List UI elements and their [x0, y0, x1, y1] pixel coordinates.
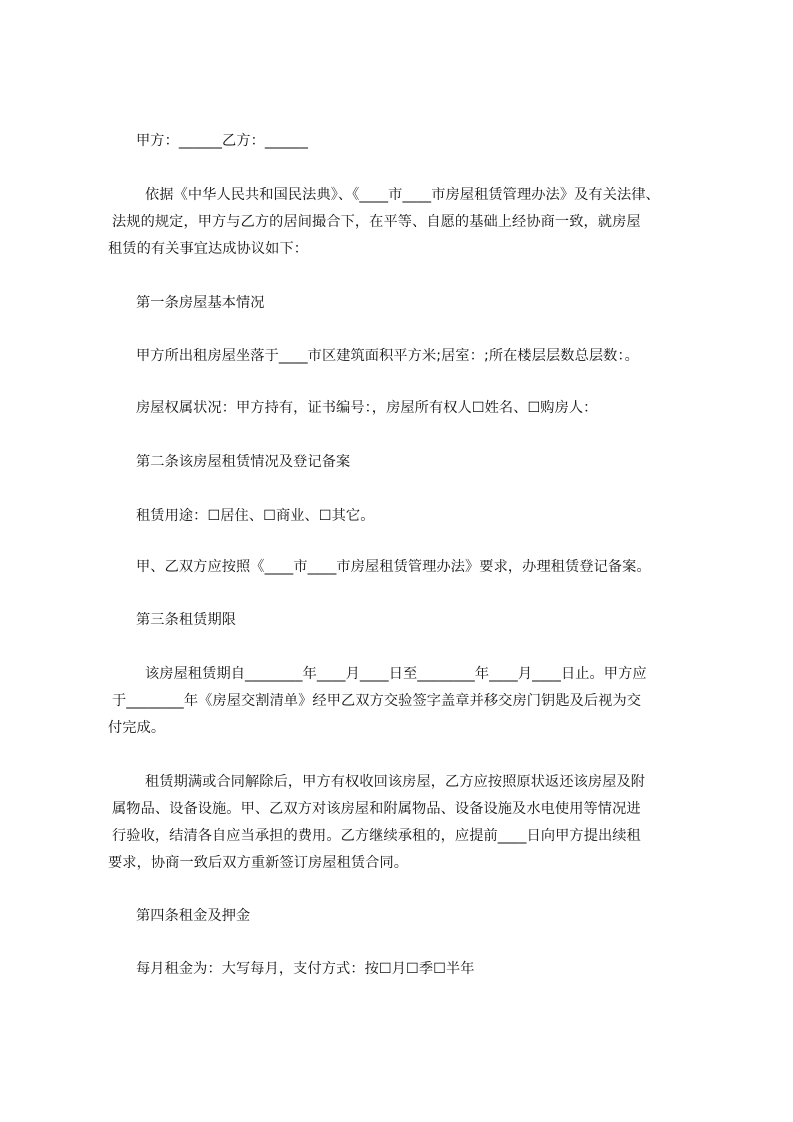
article3-term-line-3: 付完成。: [108, 720, 166, 736]
parties-line: 甲方：______乙方：______: [136, 133, 309, 149]
preamble-line-2: 法规的规定，甲方与乙方的居间撮合下，在平等、自愿的基础上经协商一致，就房屋: [112, 214, 641, 230]
article3-expiry-line-3: 行验收，结清各自应当承担的费用。乙方继续承租的，应提前____日向甲方提出续租: [112, 828, 641, 844]
article3-expiry-line-1: 租赁期满或合同解除后，甲方有权收回该房屋，乙方应按照原状返还该房屋及附: [145, 774, 646, 790]
article2-title: 第二条该房屋租赁情况及登记备案: [136, 454, 351, 470]
article3-title: 第三条租赁期限: [136, 612, 237, 628]
article4-title: 第四条租金及押金: [136, 908, 251, 924]
article1-location: 甲方所出租房屋坐落于____市区建筑面积平方米;居室：;所在楼层层数总层数：。: [136, 348, 639, 364]
article1-ownership: 房屋权属状况：甲方持有，证书编号：，房屋所有权人☐姓名、☐购房人：: [136, 400, 598, 416]
article3-expiry-line-2: 属物品、设备设施。甲、乙双方对该房屋和附属物品、设备设施及水电使用等情况进: [112, 801, 641, 817]
preamble-line-3: 租赁的有关事宜达成协议如下：: [108, 241, 309, 257]
article3-expiry-line-4: 要求，协商一致后双方重新签订房屋租赁合同。: [108, 855, 409, 871]
article1-title: 第一条房屋基本情况: [136, 295, 265, 311]
article2-registration: 甲、乙双方应按照《____市____市房屋租赁管理办法》要求，办理租赁登记备案。: [136, 559, 651, 575]
article3-term-line-2: 于________年《房屋交割清单》经甲乙双方交验签字盖章并移交房门钥匙及后视为交: [112, 693, 642, 709]
article2-purpose: 租赁用途：☐居住、☐商业、☐其它。: [136, 508, 375, 524]
preamble-line-1: 依据《中华人民共和国民法典》、《____市____市房屋租赁管理办法》及有关法律、: [145, 187, 660, 203]
article3-term-line-1: 该房屋租赁期自________年____月____日至________年____月____日止。甲方应: [145, 666, 647, 682]
article4-rent: 每月租金为：大写每月，支付方式：按☐月☐季☐半年: [136, 961, 475, 977]
